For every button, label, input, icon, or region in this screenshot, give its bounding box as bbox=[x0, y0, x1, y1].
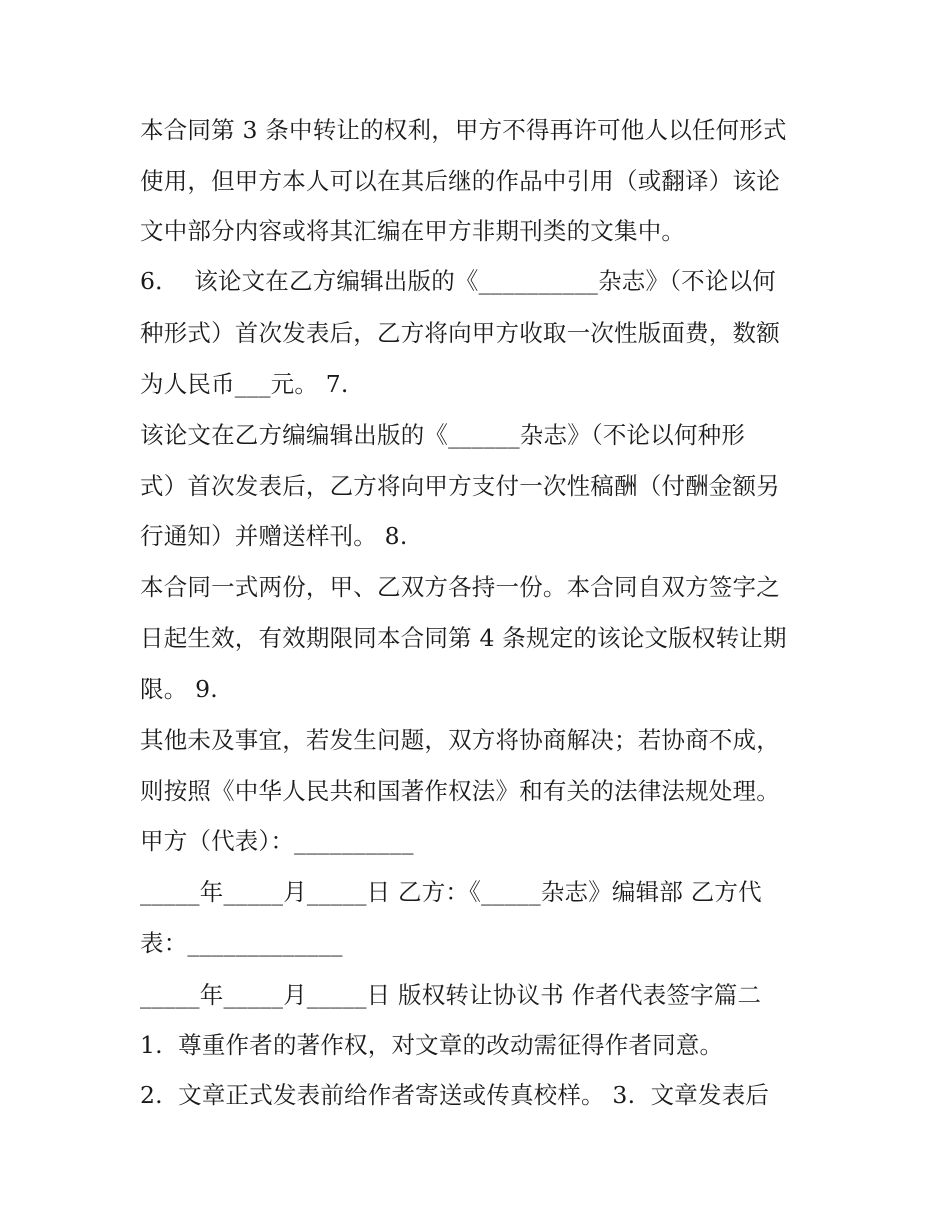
signature-line-party-b: 表：_____________ bbox=[140, 929, 343, 957]
text-line: 本合同第 3 条中转让的权利，甲方不得再许可他人以任何形式 bbox=[140, 116, 787, 144]
text-line: 使用，但甲方本人可以在其后继的作品中引用（或翻译）该论 bbox=[140, 167, 780, 195]
text-line: 限。 9. bbox=[140, 675, 218, 703]
text-line: 行通知）并赠送样刊。 8. bbox=[140, 522, 408, 550]
text-line: 6． 该论文在乙方编辑出版的《__________杂志》（不论以何 bbox=[140, 267, 776, 295]
date-line: _____年_____月_____日 版权转让协议书 作者代表签字篇二 bbox=[140, 981, 762, 1009]
list-item: 2. 文章正式发表前给作者寄送或传真校样。 3. 文章发表后 bbox=[140, 1081, 770, 1109]
list-item: 1. 尊重作者的著作权，对文章的改动需征得作者同意。 bbox=[140, 1031, 724, 1059]
text-line: 其他未及事宜，若发生问题，双方将协商解决；若协商不成， bbox=[140, 726, 780, 754]
text-line: 则按照《中华人民共和国著作权法》和有关的法律法规处理。 bbox=[140, 777, 780, 805]
text-line: 该论文在乙方编编辑出版的《______杂志》（不论以何种形 bbox=[140, 421, 746, 449]
text-line: 种形式）首次发表后，乙方将向甲方收取一次性版面费，数额 bbox=[140, 319, 780, 347]
text-line: 式）首次发表后，乙方将向甲方支付一次性稿酬（付酬金额另 bbox=[140, 472, 780, 500]
text-line: 日起生效，有效期限同本合同第 4 条规定的该论文版权转让期 bbox=[140, 624, 787, 652]
text-line: 文中部分内容或将其汇编在甲方非期刊类的文集中。 bbox=[140, 217, 686, 245]
text-line: 为人民币___元。 7. bbox=[140, 370, 349, 398]
date-line: _____年_____月_____日 乙方：《_____杂志》编辑部 乙方代 bbox=[140, 878, 762, 906]
text-line: 本合同一式两份，甲、乙双方各持一份。本合同自双方签字之 bbox=[140, 573, 780, 601]
signature-line-party-a: 甲方（代表）：__________ bbox=[140, 827, 414, 855]
